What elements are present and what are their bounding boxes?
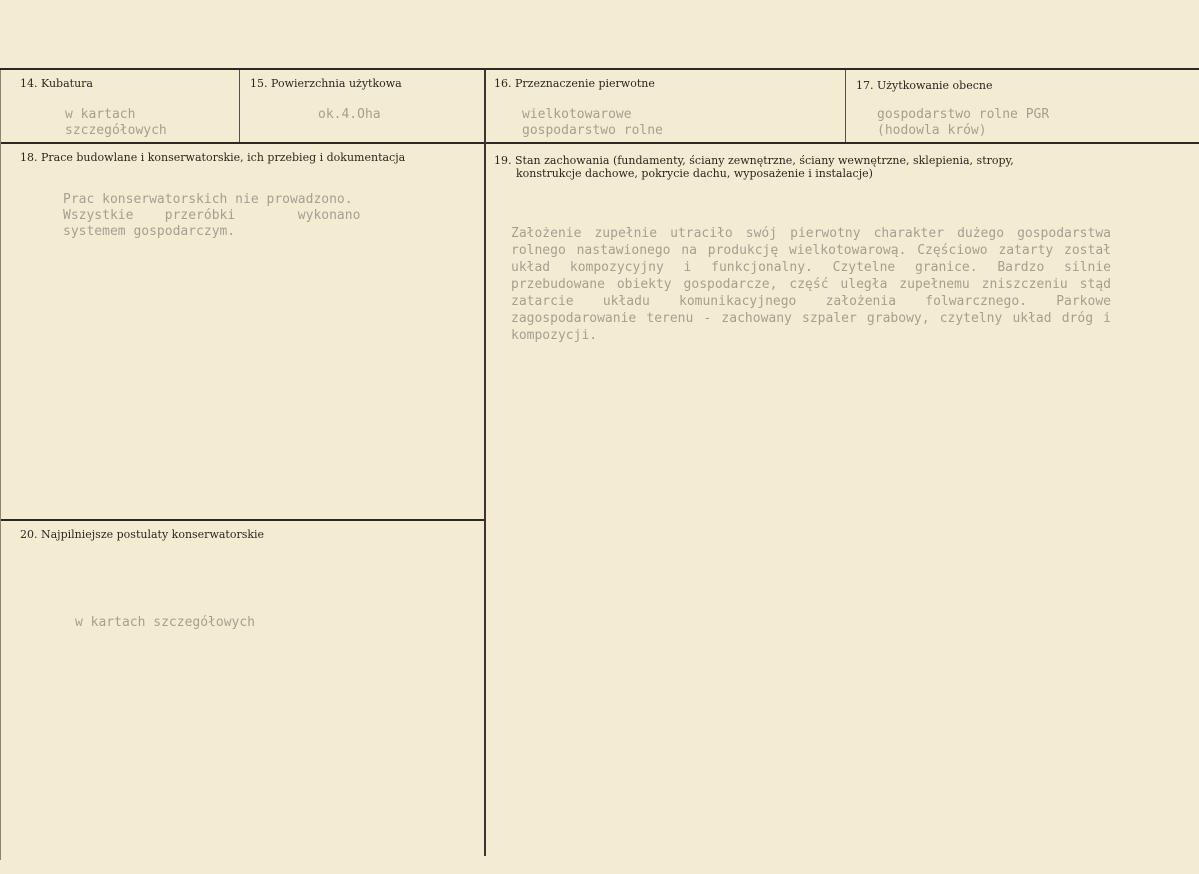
uzytkowanie-value-line2: (hodowla krów) — [877, 123, 987, 138]
top-rule — [0, 68, 1199, 70]
postulaty-label: 20. Najpilniejsze postulaty konserwatorskie — [20, 528, 265, 541]
prace-value-line3: systemem gospodarczym. — [63, 224, 236, 239]
uzytkowanie-label: 17. Użytkowanie obecne — [856, 79, 993, 92]
powierzchnia-label: 15. Powierzchnia użytkowa — [250, 77, 402, 90]
prace-value-line1: Prac konserwatorskich nie prowadzono. — [63, 192, 353, 207]
kubatura-label: 14. Kubatura — [20, 77, 93, 90]
przeznaczenie-label: 16. Przeznaczenie pierwotne — [494, 77, 655, 90]
divider-15-16 — [484, 70, 486, 856]
prace-label: 18. Prace budowlane i konserwatorskie, ich przebieg i dokumentacja — [20, 151, 406, 164]
divider-16-17 — [845, 70, 846, 142]
przeznaczenie-value-line1: wielkotowarowe — [522, 107, 632, 122]
row-rule-1 — [0, 142, 1199, 144]
powierzchnia-value: ok.4.Oha — [318, 107, 381, 122]
divider-14-15 — [239, 70, 240, 142]
uzytkowanie-value-line1: gospodarstwo rolne PGR — [877, 107, 1050, 122]
row-rule-2 — [0, 519, 484, 521]
przeznaczenie-value-line2: gospodarstwo rolne — [522, 123, 663, 138]
kubatura-value-line2: szczegółowych — [65, 123, 167, 138]
stan-label-line2: konstrukcje dachowe, pokrycie dachu, wyposażenie i instalacje) — [516, 167, 873, 180]
left-edge — [0, 70, 1, 860]
prace-value-line2: Wszystkie przeróbki wykonano — [63, 208, 361, 223]
stan-label-line1: 19. Stan zachowania (fundamenty, ściany zewnętrzne, ściany wewnętrzne, sklepienia, stropy, — [494, 154, 1014, 167]
kubatura-value-line1: w kartach — [65, 107, 136, 122]
stan-value: Założenie zupełnie utraciło swój pierwotny charakter dużego gospodarstwa rolnego nastawionego na produkcję wielkotowarową. Częściowo zatarty został układ kompozycyjny i funkcjonalny. Czytelne granice. Bardzo silnie przebudowane obiekty gospodarcze, część uległa zupełnemu zniszczeniu stąd zatarcie układu komunikacyjnego założenia folwarcznego. Parkowe zagospodarowanie terenu - zachowany szpaler grabowy, czytelny układ dróg i kompozycji. — [511, 226, 1111, 343]
postulaty-value: w kartach szczegółowych — [75, 615, 256, 630]
